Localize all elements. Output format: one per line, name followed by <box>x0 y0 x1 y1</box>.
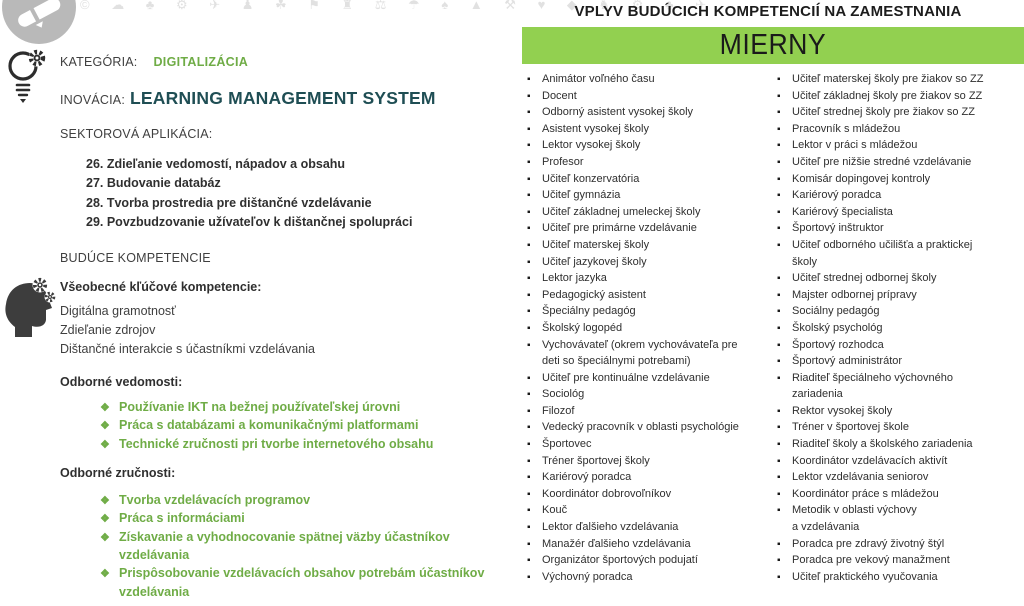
occupation-item <box>776 137 1024 154</box>
occupation-item-label: Vedecký pracovník v oblasti psychológie <box>542 421 739 434</box>
square-bullet-icon <box>777 403 781 421</box>
square-bullet-icon <box>527 337 531 355</box>
square-bullet-icon <box>527 320 531 338</box>
occupation-item <box>776 88 1024 105</box>
occupation-item-label: Učiteľ materskej školy pre žiakov so ZZ <box>792 73 984 85</box>
occupation-item-label: Sociálny pedagóg <box>792 305 880 318</box>
square-bullet-icon <box>527 536 531 554</box>
occupation-item-label: Koordinátor práce s mládežou <box>792 487 939 500</box>
general-competence-item <box>60 340 510 359</box>
occupation-item-label: Filozof <box>542 404 575 417</box>
occupation-item-label: Pedagogický asistent <box>542 288 646 301</box>
occupation-item-label: Lektor vysokej školy <box>542 139 641 152</box>
square-bullet-icon <box>527 88 531 106</box>
occupation-item-label: Učiteľ pre nižšie stredné vzdelávanie <box>792 155 972 168</box>
occupation-item <box>776 536 1024 553</box>
square-bullet-icon <box>777 320 781 338</box>
occupation-item <box>526 171 774 188</box>
occupation-item <box>776 337 1024 354</box>
occupation-item <box>526 519 774 536</box>
occupation-item <box>776 502 1024 535</box>
occupation-item-label: Učiteľ strednej školy pre žiakov so ZZ <box>792 106 975 119</box>
innovation-label: INOVÁCIA: <box>60 93 126 107</box>
occupation-item-label: Školský logopéd <box>542 321 623 334</box>
occupation-item-label: Tréner športovej školy <box>542 454 650 467</box>
occupation-item-label: Vychovávateľ (okrem vychovávateľa pre deti so špeciálnymi potrebami) <box>542 338 738 368</box>
general-competence-item-label: Zdieľanie zdrojov <box>60 323 156 338</box>
occupation-item <box>776 154 1024 171</box>
occupation-item-label: Učiteľ základnej umeleckej školy <box>542 205 701 218</box>
occupation-item-label: Riaditeľ špeciálneho výchovného zariadenia <box>792 371 953 401</box>
occupation-item <box>776 71 1024 88</box>
diamond-bullet-icon <box>100 416 110 435</box>
square-bullet-icon <box>527 552 531 570</box>
future-competences-label: BUDÚCE KOMPETENCIE <box>60 251 211 266</box>
head-gears-icon <box>3 276 55 338</box>
occupation-item <box>526 71 774 88</box>
diamond-bullet-icon <box>100 398 110 417</box>
faint-icon-strip: © ☁ ♣ ⚙ ✈ ♟ ☘ ⚑ ♜ ⚖ ☂ ♠ ▲ ⚒ ♥ ◆ ♞ ⚙ ♣ ✈ <box>80 0 716 12</box>
diamond-bullet-icon <box>100 564 110 583</box>
square-bullet-icon <box>777 569 781 587</box>
square-bullet-icon <box>777 220 781 238</box>
square-bullet-icon <box>527 154 531 172</box>
occupation-item <box>526 386 774 403</box>
occupation-item <box>526 552 774 569</box>
skill-item <box>100 509 510 527</box>
occupation-item-label: Športový administrátor <box>792 355 903 368</box>
occupation-item-label: Animátor voľného času <box>542 73 655 85</box>
square-bullet-icon <box>777 287 781 305</box>
occupation-item <box>526 536 774 553</box>
sector-application-item-label: 29. Povzbudzovanie užívateľov k dištančnej spolupráci <box>86 214 413 229</box>
occupation-item <box>776 287 1024 304</box>
occupation-item-label: Kariérový poradca <box>542 471 632 484</box>
skill-item <box>100 528 510 565</box>
general-competence-item <box>60 321 510 340</box>
square-bullet-icon <box>527 386 531 404</box>
knowledge-item <box>100 435 510 453</box>
occupation-item <box>776 121 1024 138</box>
square-bullet-icon <box>527 569 531 587</box>
occupations-columns <box>512 71 1024 585</box>
occupation-item-label: Kariérový poradca <box>792 189 882 202</box>
square-bullet-icon <box>527 419 531 437</box>
sector-application-list <box>86 155 510 232</box>
occupation-item-label: Profesor <box>542 155 584 168</box>
square-bullet-icon <box>777 469 781 487</box>
square-bullet-icon <box>527 486 531 504</box>
diamond-bullet-icon <box>100 509 110 528</box>
occupation-item-label: Komisár dopingovej kontroly <box>792 172 931 185</box>
square-bullet-icon <box>777 71 781 89</box>
occupation-item <box>776 353 1024 370</box>
occupation-item-label: Pracovník s mládežou <box>792 122 901 135</box>
square-bullet-icon <box>777 370 781 388</box>
square-bullet-icon <box>777 436 781 454</box>
occupation-item <box>526 337 774 370</box>
occupation-item-label: Poradca pre vekový manažment <box>792 554 950 567</box>
innovation-row <box>60 88 510 109</box>
occupation-item <box>776 453 1024 470</box>
occupation-item <box>776 171 1024 188</box>
square-bullet-icon <box>527 171 531 189</box>
square-bullet-icon <box>527 137 531 155</box>
occupation-item-label: Manažér ďalšieho vzdelávania <box>542 537 691 550</box>
square-bullet-icon <box>777 353 781 371</box>
occupation-item <box>526 453 774 470</box>
occupation-item <box>526 270 774 287</box>
occupation-item-label: Odborný asistent vysokej školy <box>542 106 694 119</box>
occupation-item-label: Výchovný poradca <box>542 570 633 583</box>
occupation-item <box>776 370 1024 403</box>
square-bullet-icon <box>527 287 531 305</box>
skill-item-label: Získavanie a vyhodnocovanie spätnej väzby účastníkov vzdelávania <box>119 529 450 562</box>
knowledge-heading: Odborné vedomosti: <box>60 375 183 390</box>
category-value: DIGITALIZÁCIA <box>153 55 249 69</box>
square-bullet-icon <box>527 370 531 388</box>
occupation-item <box>526 204 774 221</box>
square-bullet-icon <box>527 270 531 288</box>
occupation-item-label: Učiteľ materskej školy <box>542 238 650 251</box>
occupation-item-label: Učiteľ pre primárne vzdelávanie <box>542 222 697 235</box>
occupation-item <box>776 220 1024 237</box>
square-bullet-icon <box>777 154 781 172</box>
skill-item <box>100 491 510 509</box>
square-bullet-icon <box>527 453 531 471</box>
square-bullet-icon <box>527 254 531 272</box>
occupation-item-label: Športový inštruktor <box>792 222 884 235</box>
category-label: KATEGÓRIA: <box>60 55 138 69</box>
occupation-item <box>776 187 1024 204</box>
square-bullet-icon <box>527 303 531 321</box>
square-bullet-icon <box>527 204 531 222</box>
occupation-item-label: Športový rozhodca <box>792 338 884 351</box>
square-bullet-icon <box>777 88 781 106</box>
occupation-item-label: Učiteľ gymnázia <box>542 189 621 202</box>
occupation-item-label: Učiteľ pre kontinuálne vzdelávanie <box>542 371 710 384</box>
skill-item-label: Prispôsobovanie vzdelávacích obsahov potrebám účastníkov vzdelávania <box>119 566 485 599</box>
occupation-item <box>526 137 774 154</box>
general-competence-item-label: Dištančné interakcie s účastníkmi vzdelávania <box>60 342 315 357</box>
occupation-item <box>526 469 774 486</box>
square-bullet-icon <box>777 552 781 570</box>
knowledge-list <box>100 398 510 453</box>
square-bullet-icon <box>777 270 781 288</box>
skill-item <box>100 564 510 601</box>
occupation-item <box>776 419 1024 436</box>
knowledge-item-label: Používanie IKT na bežnej používateľskej úrovni <box>119 400 401 415</box>
square-bullet-icon <box>777 536 781 554</box>
occupation-item <box>526 220 774 237</box>
square-bullet-icon <box>777 453 781 471</box>
square-bullet-icon <box>777 121 781 139</box>
occupation-item-label: Lektor ďalšieho vzdelávania <box>542 521 679 534</box>
occupation-item-label: Metodik v oblasti výchovy a vzdelávania <box>792 504 917 534</box>
occupation-item <box>776 237 1024 270</box>
occupation-item-label: Tréner v športovej škole <box>792 421 909 434</box>
general-competences-list <box>60 302 510 359</box>
occupation-item-label: Kouč <box>542 504 568 517</box>
skills-heading: Odborné zručnosti: <box>60 466 176 481</box>
square-bullet-icon <box>527 187 531 205</box>
occupation-item-label: Sociológ <box>542 388 585 401</box>
diamond-bullet-icon <box>100 528 110 547</box>
occupation-item-label: Učiteľ konzervatória <box>542 172 640 185</box>
occupation-item <box>776 552 1024 569</box>
occupation-item-label: Riaditeľ školy a školského zariadenia <box>792 438 973 451</box>
skills-list <box>100 491 510 601</box>
occupation-item-label: Asistent vysokej školy <box>542 122 649 135</box>
occupation-item-label: Majster odbornej prípravy <box>792 288 917 301</box>
square-bullet-icon <box>527 71 531 89</box>
occupation-item <box>526 569 774 586</box>
occupation-item-label: Docent <box>542 89 577 102</box>
square-bullet-icon <box>527 121 531 139</box>
occupation-item <box>776 436 1024 453</box>
occupation-item <box>526 154 774 171</box>
occupation-item-label: Lektor v práci s mládežou <box>792 139 918 152</box>
occupation-item <box>526 254 774 271</box>
sector-application-item-label: 26. Zdieľanie vedomostí, nápadov a obsahu <box>86 157 346 171</box>
occupation-item <box>526 287 774 304</box>
sector-application-item <box>86 174 510 193</box>
general-competence-item <box>60 302 510 321</box>
sector-application-item-label: 28. Tvorba prostredia pre dištančné vzdelávanie <box>86 195 372 210</box>
diamond-bullet-icon <box>100 491 110 510</box>
impact-level-banner <box>522 27 1024 64</box>
square-bullet-icon <box>527 502 531 520</box>
skill-item-label: Práca s informáciami <box>119 511 245 526</box>
knowledge-item <box>100 416 510 434</box>
diamond-bullet-icon <box>100 435 110 454</box>
left-panel <box>60 55 510 601</box>
occupation-item <box>526 419 774 436</box>
occupation-item-label: Učiteľ jazykovej školy <box>542 255 647 268</box>
occupation-item <box>526 121 774 138</box>
occupation-item-label: Koordinátor dobrovoľníkov <box>542 487 672 500</box>
general-competence-item-label: Digitálna gramotnosť <box>60 304 176 319</box>
square-bullet-icon <box>527 403 531 421</box>
occupation-item-label: Učiteľ strednej odbornej školy <box>792 272 937 285</box>
square-bullet-icon <box>777 337 781 355</box>
occupation-item <box>776 270 1024 287</box>
occupation-item-label: Špeciálny pedagóg <box>542 305 636 318</box>
occupation-item-label: Lektor vzdelávania seniorov <box>792 471 929 484</box>
occupation-item <box>776 469 1024 486</box>
square-bullet-icon <box>527 104 531 122</box>
square-bullet-icon <box>777 486 781 504</box>
occupation-item <box>526 403 774 420</box>
lightbulb-gear-icon <box>7 46 47 106</box>
square-bullet-icon <box>777 502 781 520</box>
occupation-item-label: Rektor vysokej školy <box>792 404 893 417</box>
occupation-item <box>526 237 774 254</box>
occupation-item <box>526 486 774 503</box>
knowledge-item <box>100 398 510 416</box>
sector-application-item <box>86 213 510 232</box>
knowledge-item-label: Technické zručnosti pri tvorbe internetového obsahu <box>119 436 434 451</box>
right-panel <box>512 0 1024 606</box>
occupation-item <box>526 187 774 204</box>
square-bullet-icon <box>777 419 781 437</box>
occupation-item <box>526 320 774 337</box>
occupation-item-label: Organizátor športových podujatí <box>542 554 698 567</box>
occupation-item <box>776 403 1024 420</box>
sector-application-item <box>86 155 510 174</box>
occupation-item <box>776 320 1024 337</box>
occupation-item-label: Učiteľ odborného učilišťa a praktickej školy <box>792 238 973 268</box>
occupations-column-1 <box>526 71 774 585</box>
occupation-item-label: Kariérový špecialista <box>792 205 893 218</box>
occupation-item-label: Koordinátor vzdelávacích aktivít <box>792 454 948 467</box>
square-bullet-icon <box>777 204 781 222</box>
occupation-item-label: Školský psychológ <box>792 321 883 334</box>
occupation-item-label: Učiteľ praktického vyučovania <box>792 570 938 583</box>
occupation-item <box>526 88 774 105</box>
impact-level-label: MIERNY <box>719 29 827 61</box>
occupation-item <box>776 569 1024 586</box>
knowledge-item-label: Práca s databázami a komunikačnými platformami <box>119 418 419 433</box>
square-bullet-icon <box>527 519 531 537</box>
occupation-item-label: Lektor jazyka <box>542 272 607 285</box>
occupation-item <box>776 204 1024 221</box>
square-bullet-icon <box>777 237 781 255</box>
square-bullet-icon <box>527 436 531 454</box>
occupation-item <box>776 104 1024 121</box>
occupation-item-label: Učiteľ základnej školy pre žiakov so ZZ <box>792 89 983 102</box>
square-bullet-icon <box>777 303 781 321</box>
square-bullet-icon <box>527 237 531 255</box>
occupation-item <box>526 104 774 121</box>
sector-application-item-label: 27. Budovanie databáz <box>86 176 221 191</box>
sector-application-item <box>86 194 510 213</box>
occupations-column-2 <box>776 71 1024 585</box>
innovation-value: LEARNING MANAGEMENT SYSTEM <box>130 88 436 108</box>
sector-application-label: SEKTOROVÁ APLIKÁCIA: <box>60 127 213 141</box>
category-row <box>60 55 510 69</box>
square-bullet-icon <box>777 187 781 205</box>
general-competences-heading: Všeobecné kľúčové kompetencie: <box>60 280 262 295</box>
occupation-item <box>776 486 1024 503</box>
square-bullet-icon <box>527 469 531 487</box>
occupation-item <box>526 502 774 519</box>
square-bullet-icon <box>527 220 531 238</box>
occupation-item-label: Poradca pre zdravý životný štýl <box>792 537 945 550</box>
occupation-item <box>526 370 774 387</box>
section-title: VPLYV BUDÚCICH KOMPETENCIÍ NA ZAMESTNANIA <box>574 3 962 20</box>
square-bullet-icon <box>777 104 781 122</box>
square-bullet-icon <box>777 137 781 155</box>
square-bullet-icon <box>777 171 781 189</box>
skill-item-label: Tvorba vzdelávacích programov <box>119 493 311 508</box>
occupation-item <box>526 303 774 320</box>
diploma-circle-icon <box>2 0 76 44</box>
occupation-item <box>776 303 1024 320</box>
occupation-item <box>526 436 774 453</box>
occupation-item-label: Športovec <box>542 438 592 451</box>
